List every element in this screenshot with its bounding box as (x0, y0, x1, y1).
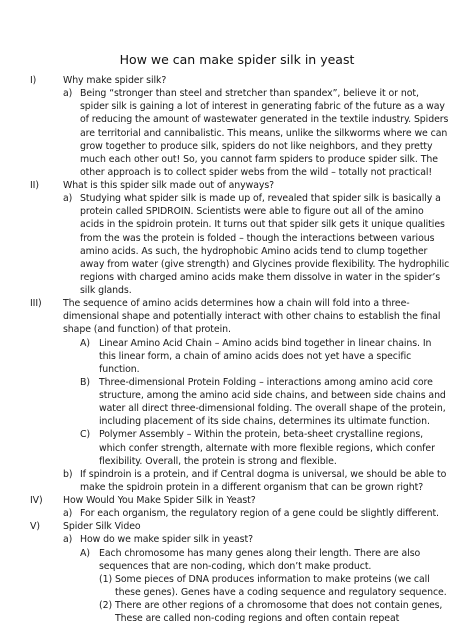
item-marker: b) (63, 468, 73, 480)
item-text: Each chromosome has many genes along their length. There are also sequences that are non-coding, which don’t make product. (99, 547, 421, 572)
item-text: Linear Amino Acid Chain – Amino acids bind together in linear chains. In this linear form, a chain of amino acids does not yet have a specific function. (99, 337, 432, 375)
section-number: I) (30, 75, 37, 86)
item-marker: B) (80, 376, 90, 388)
section-heading: How Would You Make Spider Silk in Yeast? (63, 495, 256, 506)
item-text: Polymer Assembly – Within the protein, beta-sheet crystalline regions, which confer strength, alternate with more flexible regions, which confer flexibility. Overall, the protein is strong and flexible. (99, 429, 435, 467)
section-v (30, 520, 450, 533)
list-item (30, 468, 450, 494)
section-number: III) (30, 298, 42, 310)
section-heading: Why make spider silk? (63, 75, 167, 86)
section-iii (30, 297, 450, 336)
list-item (30, 573, 450, 599)
item-text: If spindroin is a protein, and if Central dogma is universal, we should be able to make the spidroin protein in a different organism that can be grown right? (80, 468, 447, 493)
item-text: Three-dimensional Protein Folding – interactions among amino acid core structure, among the amino acid side chains, and between side chains and water all direct three-dimensional folding. The overall shape of the protein, including placement of its side chains, determines its ultimate function. (99, 376, 446, 428)
list-item (30, 428, 450, 467)
item-text: There are other regions of a chromosome that does not contain genes, These are called non-coding regions and often contain repeat (115, 600, 443, 625)
list-item (30, 337, 450, 376)
item-text: For each organism, the regulatory region of a gene could be slightly different. (80, 508, 439, 520)
item-text: How do we make spider silk in yeast? (80, 534, 253, 546)
item-marker: (1) (99, 573, 113, 585)
page-title: How we can make spider silk in yeast (119, 52, 355, 67)
section-number: IV) (30, 495, 43, 506)
section-number: V) (30, 521, 40, 533)
section-heading: Spider Silk Video (63, 521, 141, 533)
section-heading: What is this spider silk made out of anyways? (63, 180, 275, 191)
section-i (30, 74, 450, 87)
item-marker: a) (63, 88, 73, 100)
list-item (30, 599, 450, 625)
section-number: II) (30, 180, 39, 191)
item-marker: a) (63, 193, 73, 205)
section-iv (30, 494, 450, 507)
list-item (30, 507, 450, 520)
list-item (30, 376, 450, 429)
list-item (30, 87, 450, 179)
section-heading: The sequence of amino acids determines how a chain will fold into a three-dimensional shape and potentially interact with other chains to establish the final shape (and function) of that protein. (63, 298, 441, 336)
section-ii (30, 179, 450, 192)
item-marker: A) (80, 547, 90, 559)
item-marker: a) (63, 534, 73, 546)
list-item (30, 533, 450, 546)
item-text: Some pieces of DNA produces information to make proteins (we call these genes). Genes have a coding sequence and regulatory sequence. (115, 573, 447, 598)
item-marker: (2) (99, 600, 113, 611)
item-marker: A) (80, 337, 90, 349)
item-marker: a) (63, 508, 73, 520)
document-body (30, 74, 450, 625)
item-marker: C) (80, 429, 91, 441)
list-item (30, 547, 450, 573)
item-text: Being “stronger than steel and stretcher than spandex”, believe it or not, spider silk is gaining a lot of interest in generating fabric of the future as a way of reducing the amount of wastewater generated in the textile industry. Spiders are territorial and cannibalistic. This means, unlike the silkworms where we can grow together to produce silk, spiders do not like neighbors, and they pretty much each other out! So, you cannot farm spiders to produce spider silk. The other approach is to collect spider webs from the wild – totally not practical! (80, 88, 449, 178)
list-item (30, 192, 450, 297)
item-text: Studying what spider silk is made up of, revealed that spider silk is basically a protein called SPIDROIN. Scientists were able to figure out all of the amino acids in the spidroin protein. It turns out that spider silk gets it unique qualities from the was the protein is folded – though the interactions between various amino acids. As such, the hydrophobic Amino acids tend to clump together away from water (give strength) and Glycines provide flexibility. The hydrophilic regions with charged amino acids make them dissolve in water in the spider’s silk glands. (80, 193, 450, 296)
